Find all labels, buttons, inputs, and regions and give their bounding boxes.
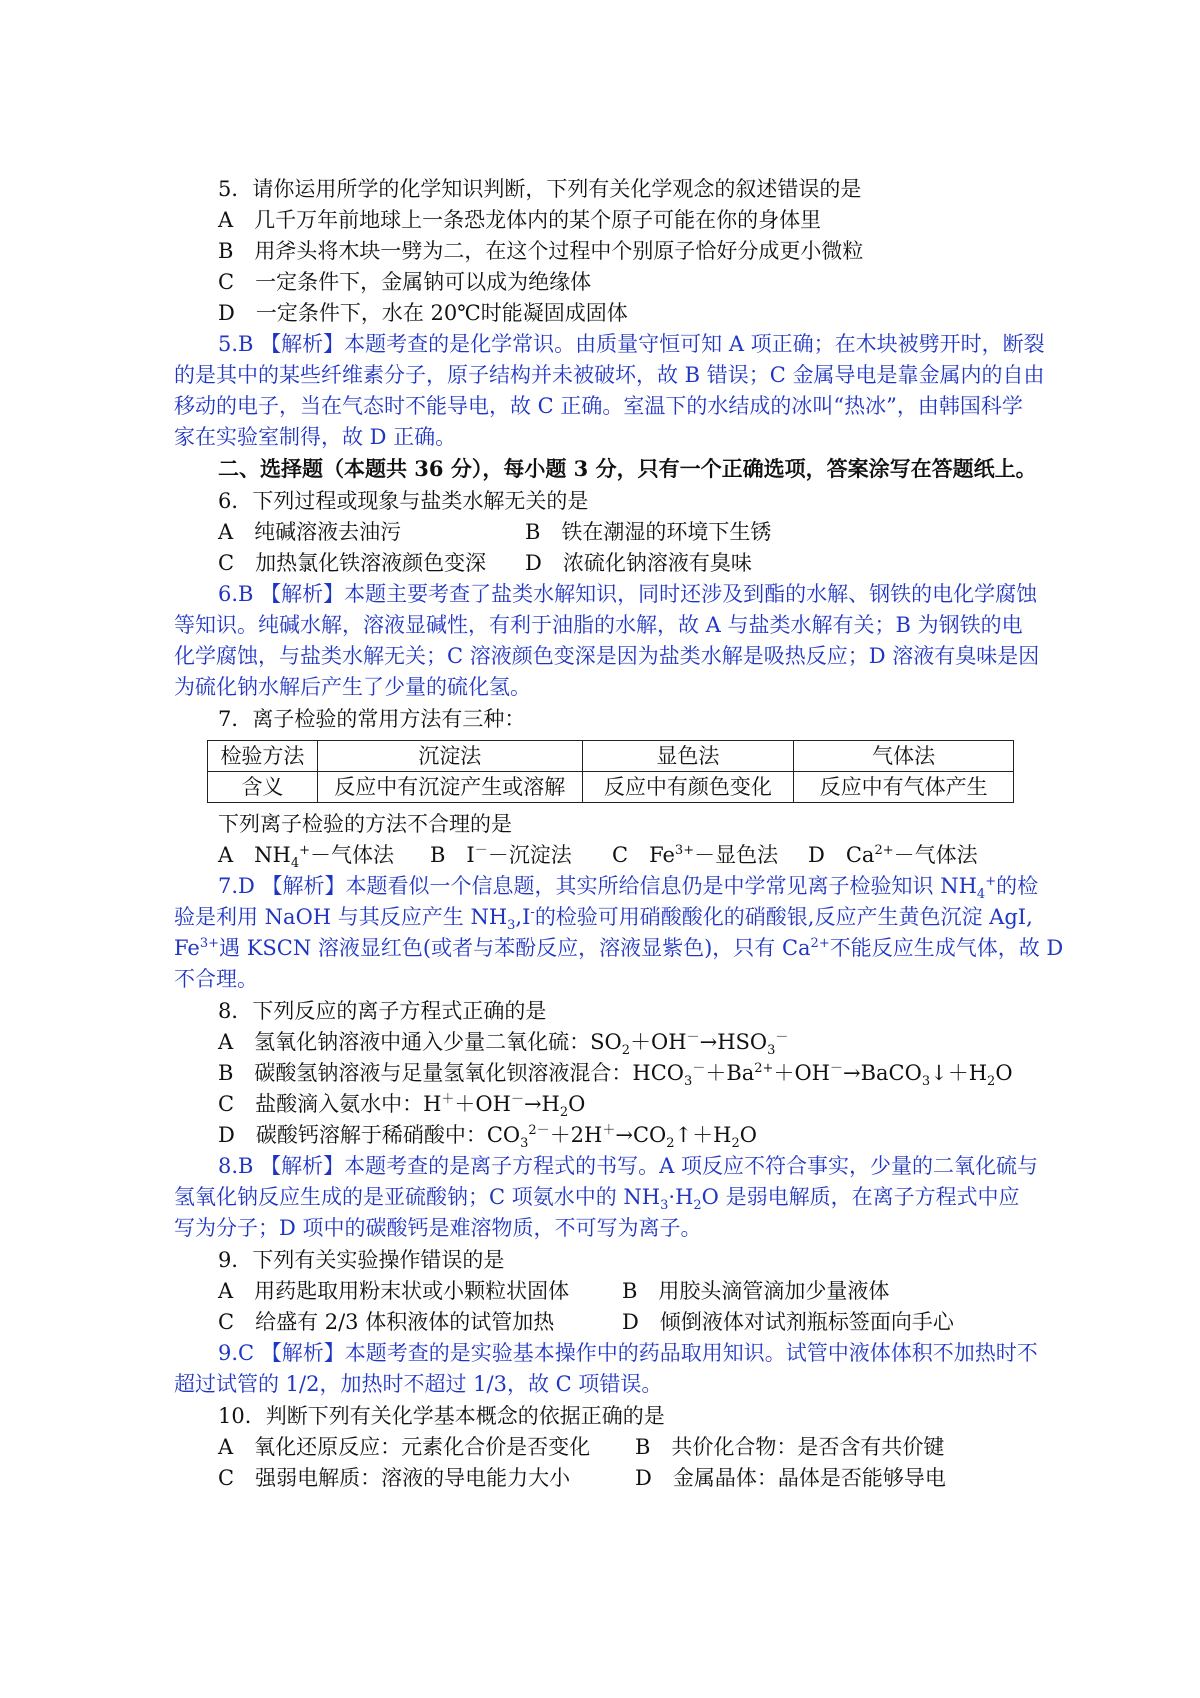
q6-option-c: C 加热氯化铁溶液颜色变深	[218, 551, 487, 575]
table-cell: 显色法	[582, 741, 794, 772]
q8-option-b: B 碳酸氢钠溶液与足量氢氧化钡溶液混合：$HCO_3^-+Ba^{2+}+OH^-\to BaCO_3↓+H_2O$	[218, 1061, 1013, 1090]
q5-answer-line: 的是其中的某些纤维素分子，原子结构并未被破坏，故 B 错误；C 金属导电是靠金属内的自由	[174, 363, 1045, 387]
table-row	[208, 772, 1014, 803]
q8-answer-line: 8.B 【解析】本题考查的是离子方程式的书写。A 项反应不符合事实，少量的二氧化硫与	[218, 1154, 1038, 1178]
q7-option-d: D $Ca^{2+}-$气体法	[808, 843, 978, 867]
q6-answer-line: 为硫化钠水解后产生了少量的硫化氢。	[174, 675, 531, 699]
q9-option-b: B 用胶头滴管滴加少量液体	[622, 1279, 890, 1303]
q8-option-d: D 碳酸钙溶解于稀硝酸中：$CO_3^{2-}+2H^+\to CO_2↑+H_2O$	[218, 1123, 757, 1152]
q7-option-b: B I－－沉淀法	[430, 843, 572, 867]
q6-option-d: D 浓硫化钠溶液有臭味	[525, 551, 752, 575]
table-cell: 检验方法	[208, 741, 318, 772]
section-heading: 二、选择题（本题共 36 分），每小题 3 分，只有一个正确选项，答案涂写在答题纸上。	[218, 456, 1037, 481]
q5-option-c: C 一定条件下，金属钠可以成为绝缘体	[218, 270, 592, 294]
q7-option-c: C $Fe^{3+}-$显色法	[612, 843, 779, 867]
table-cell: 沉淀法	[317, 741, 582, 772]
q8-answer-line: 写为分子；D 项中的碳酸钙是难溶物质，不可写为离子。	[174, 1216, 702, 1240]
q7-answer-line: 7.D 【解析】本题看似一个信息题，其实所给信息仍是中学常见离子检验知识 $NH_4^+$的检	[218, 874, 1039, 903]
table-row	[208, 741, 1014, 772]
q8-answer-line: 氢氧化钠反应生成的是亚硫酸钠；C 项氨水中的 $NH_3\cdot H_2O$ 是弱电解质，在离子方程式中应	[174, 1185, 1020, 1214]
q7-answer-line: $Fe^{3+}$遇 KSCN 溶液显红色(或者与苯酚反应，溶液显紫色)，只有 $Ca^{2+}$不能反应生成气体，故 D	[174, 936, 1064, 960]
q6-stem: 6．下列过程或现象与盐类水解无关的是	[218, 489, 589, 513]
q10-option-b: B 共价化合物：是否含有共价键	[635, 1435, 945, 1459]
q6-answer-line: 等知识。纯碱水解，溶液显碱性，有利于油脂的水解，故 A 与盐类水解有关；B 为钢铁的电	[174, 613, 1023, 637]
q8-option-c: C 盐酸滴入氨水中：$H^++OH^-\to H_2O$	[218, 1092, 586, 1121]
q5-answer-line: 5.B 【解析】本题考查的是化学常识。由质量守恒可知 A 项正确；在木块被劈开时，断裂	[218, 332, 1045, 356]
q5-answer-line: 家在实验室制得，故 D 正确。	[174, 425, 457, 449]
table-cell: 含义	[208, 772, 318, 803]
ion-test-table	[207, 740, 1014, 803]
q6-option-a: A 纯碱溶液去油污	[218, 520, 402, 544]
q10-option-a: A 氧化还原反应：元素化合价是否变化	[218, 1435, 591, 1459]
q5-stem: 5．请你运用所学的化学知识判断，下列有关化学观念的叙述错误的是	[218, 177, 862, 201]
q10-stem: 10．判断下列有关化学基本概念的依据正确的是	[218, 1404, 665, 1428]
q6-answer-line: 6.B 【解析】本题主要考查了盐类水解知识，同时还涉及到酯的水解、钢铁的电化学腐蚀	[218, 582, 1038, 606]
q9-stem: 9．下列有关实验操作错误的是	[218, 1248, 505, 1272]
q6-answer-line: 化学腐蚀，与盐类水解无关；C 溶液颜色变深是因为盐类水解是吸热反应；D 溶液有臭味是因	[174, 644, 1040, 668]
q10-option-d: D 金属晶体：晶体是否能够导电	[635, 1466, 946, 1490]
q9-option-c: C 给盛有 2/3 体积液体的试管加热	[218, 1310, 555, 1334]
q5-option-a: A 几千万年前地球上一条恐龙体内的某个原子可能在你的身体里	[218, 208, 822, 232]
q7-stem: 7．离子检验的常用方法有三种：	[218, 707, 526, 731]
q9-option-a: A 用药匙取用粉末状或小颗粒状固体	[218, 1279, 570, 1303]
q7-stem-2: 下列离子检验的方法不合理的是	[218, 812, 512, 836]
q7-option-a: A $NH_4^+-$气体法	[218, 843, 395, 872]
q5-option-b: B 用斧头将木块一劈为二，在这个过程中个别原子恰好分成更小微粒	[218, 239, 864, 263]
table-cell: 反应中有颜色变化	[582, 772, 794, 803]
q7-answer-line: 验是利用 NaOH 与其反应产生 $NH_3,I^-$的检验可用硝酸酸化的硝酸银,反应产生黄色沉淀 AgI,	[174, 905, 1033, 934]
q5-answer-line: 移动的电子，当在气态时不能导电，故 C 正确。室温下的水结成的冰叫“热冰”，由韩国科学	[174, 394, 1023, 418]
q9-answer-line: 超过试管的 1/2，加热时不超过 1/3，故 C 项错误。	[174, 1372, 663, 1396]
q7-answer-line: 不合理。	[174, 967, 258, 991]
q8-stem: 8．下列反应的离子方程式正确的是	[218, 999, 547, 1023]
q8-option-a: A 氢氧化钠溶液中通入少量二氧化硫：$SO_2+OH^-\to HSO_3^-$	[218, 1030, 789, 1059]
table-cell: 气体法	[794, 741, 1014, 772]
q10-option-c: C 强弱电解质：溶液的导电能力大小	[218, 1466, 571, 1490]
q9-option-d: D 倾倒液体对试剂瓶标签面向手心	[622, 1310, 954, 1334]
q6-option-b: B 铁在潮湿的环境下生锈	[525, 520, 772, 544]
q9-answer-line: 9.C 【解析】本题考查的是实验基本操作中的药品取用知识。试管中液体体积不加热时不	[218, 1341, 1038, 1365]
q5-option-d: D 一定条件下，水在 20℃时能凝固成固体	[218, 301, 628, 325]
table-cell: 反应中有沉淀产生或溶解	[317, 772, 582, 803]
table-cell: 反应中有气体产生	[794, 772, 1014, 803]
